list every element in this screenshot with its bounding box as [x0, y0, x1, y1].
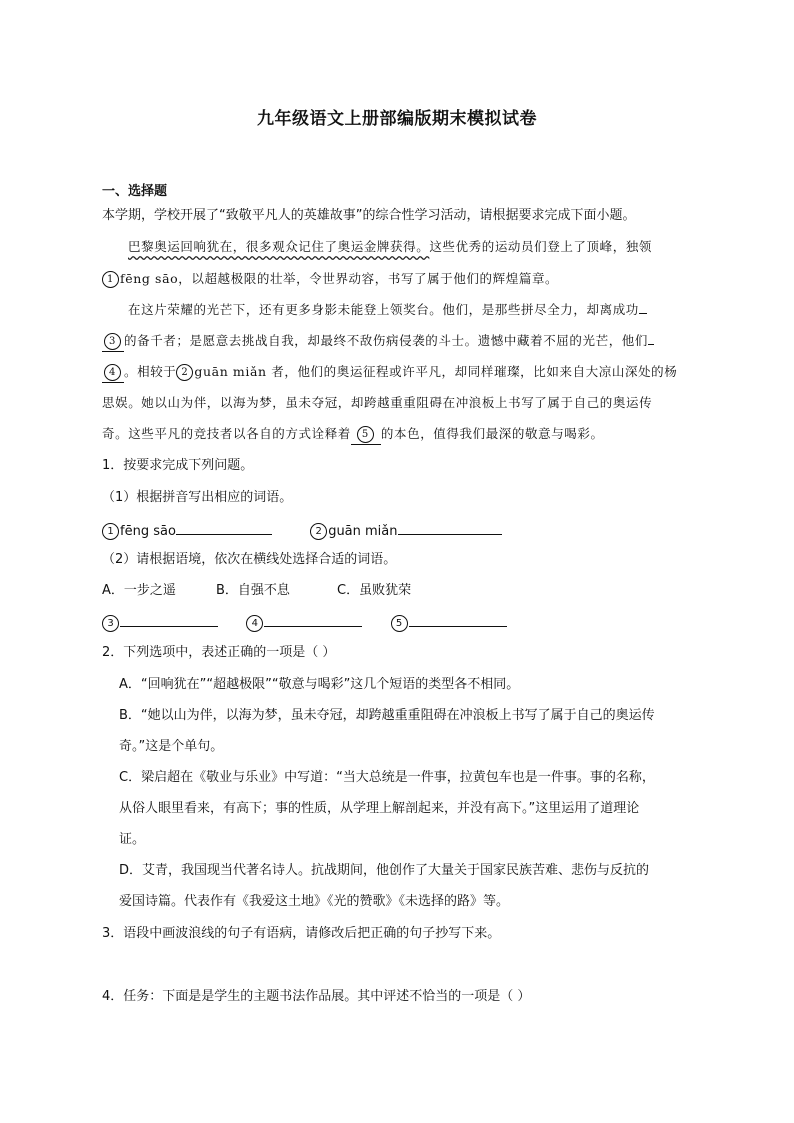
q1-pinyin-row: 1 fēng sāo 2 guān miǎn — [102, 520, 502, 542]
option-b[interactable]: B．自强不息 — [216, 583, 290, 598]
fill-blank — [351, 424, 381, 445]
q2-option-c-cont2: 证。 — [119, 832, 146, 847]
q1-sub2: （2）请根据语境，依次在横线处选择合适的词语。 — [102, 552, 397, 567]
fill-blank — [102, 331, 124, 352]
circled-number: 5 — [357, 426, 374, 443]
q1-options — [102, 581, 411, 601]
passage-line-1: 巴黎奥运回响犹在，很多观众记住了奥运金牌获得。这些优秀的运动员们登上了顶峰，独领 — [128, 239, 653, 254]
circled-number: 4 — [104, 364, 121, 381]
passage-line-2: 1 fēng sāo，以超越极限的壮举，令世界动容，书写了属于他们的辉煌篇章。 — [102, 269, 558, 289]
answer-blank[interactable] — [264, 612, 362, 627]
circled-number: 5 — [391, 615, 408, 632]
q4-stem: 4．任务：下面是是学生的主题书法作品展。其中评述不恰当的一项是（ ） — [102, 989, 531, 1004]
q1-answer-blanks — [102, 612, 507, 634]
page-title: 九年级语文上册部编版期末模拟试卷 — [257, 109, 537, 129]
q2-option-d-cont: 爱国诗篇。代表作有《我爱这土地》《光的赞歌》《未选择的路》等。 — [119, 894, 510, 909]
circled-number: 2 — [176, 364, 193, 381]
wavy-sentence: 巴黎奥运回响犹在，很多观众记住了奥运金牌获得。 — [128, 239, 430, 254]
answer-blank[interactable] — [398, 520, 502, 535]
circled-number: 1 — [102, 523, 119, 540]
q2-option-d[interactable]: D．艾青，我国现当代著名诗人。抗战期间，他创作了大量关于国家民族苦难、悲伤与反抗的 — [119, 863, 650, 878]
circled-number: 2 — [310, 523, 327, 540]
q2-option-b-cont: 奇。”这是个单句。 — [119, 739, 224, 754]
q2-option-b[interactable]: B．“她以山为伴，以海为梦，虽未夺冠，却跨越重重阻碍在冲浪板上书写了属于自己的奥运传 — [119, 708, 655, 723]
fill-blank — [639, 299, 647, 314]
passage-line-4: 3 的备千者；是愿意去挑战自我，却最终不敌伤病侵袭的斗士。遗憾中藏着不屈的光芒，他们 — [102, 330, 654, 352]
circled-number: 3 — [102, 615, 119, 632]
passage-line-7: 奇。这些平凡的竞技者以各自的方式诠释着 5 的本色，值得我们最深的敬意与喝彩。 — [102, 424, 604, 445]
q3-stem: 3．语段中画波浪线的句子有语病，请修改后把正确的句子抄写下来。 — [102, 926, 501, 941]
circled-number: 3 — [104, 333, 121, 350]
answer-blank[interactable] — [409, 612, 507, 627]
q2-option-a[interactable]: A．“回响犹在”“超越极限”“敬意与喝彩”这几个短语的类型各不相同。 — [119, 677, 520, 692]
section-intro: 本学期，学校开展了“致敬平凡人的英雄故事”的综合性学习活动，请根据要求完成下面小题。 — [102, 208, 636, 223]
q2-option-c[interactable]: C．梁启超在《敬业与乐业》中写道：“当大总统是一件事，拉黄包车也是一件事。事的名称， — [119, 770, 655, 785]
passage-line-5: 4 。相较于 2 guān miǎn 者，他们的奥运征程或许平凡，却同样璀璨，比如来自大凉山深处的杨 — [102, 362, 677, 383]
section-heading: 一、选择题 — [102, 184, 168, 199]
q1-stem: 1．按要求完成下列问题。 — [102, 458, 254, 473]
answer-blank[interactable] — [176, 520, 272, 535]
passage-line-6: 思娱。她以山为伴，以海为梦，虽未夺冠，却跨越重重阻碍在冲浪板上书写了属于自己的奥运传 — [102, 395, 653, 410]
option-a[interactable]: A．一步之遥 — [102, 583, 176, 598]
answer-blank[interactable] — [120, 612, 218, 627]
option-c[interactable]: C．虽败犹荣 — [337, 583, 412, 598]
q2-option-c-cont: 从俗人眼里看来，有高下；事的性质，从学理上解剖起来，并没有高下。”这里运用了道理论 — [119, 801, 640, 816]
q1-sub1: （1）根据拼音写出相应的词语。 — [102, 490, 293, 505]
q2-stem: 2．下列选项中，表述正确的一项是（ ） — [102, 645, 336, 660]
passage-line-3: 在这片荣耀的光芒下，还有更多身影未能登上领奖台。他们，是那些拼尽全力，却离成功 — [128, 299, 647, 320]
fill-blank — [102, 362, 124, 383]
circled-number: 4 — [246, 615, 263, 632]
circled-number: 1 — [102, 271, 119, 288]
